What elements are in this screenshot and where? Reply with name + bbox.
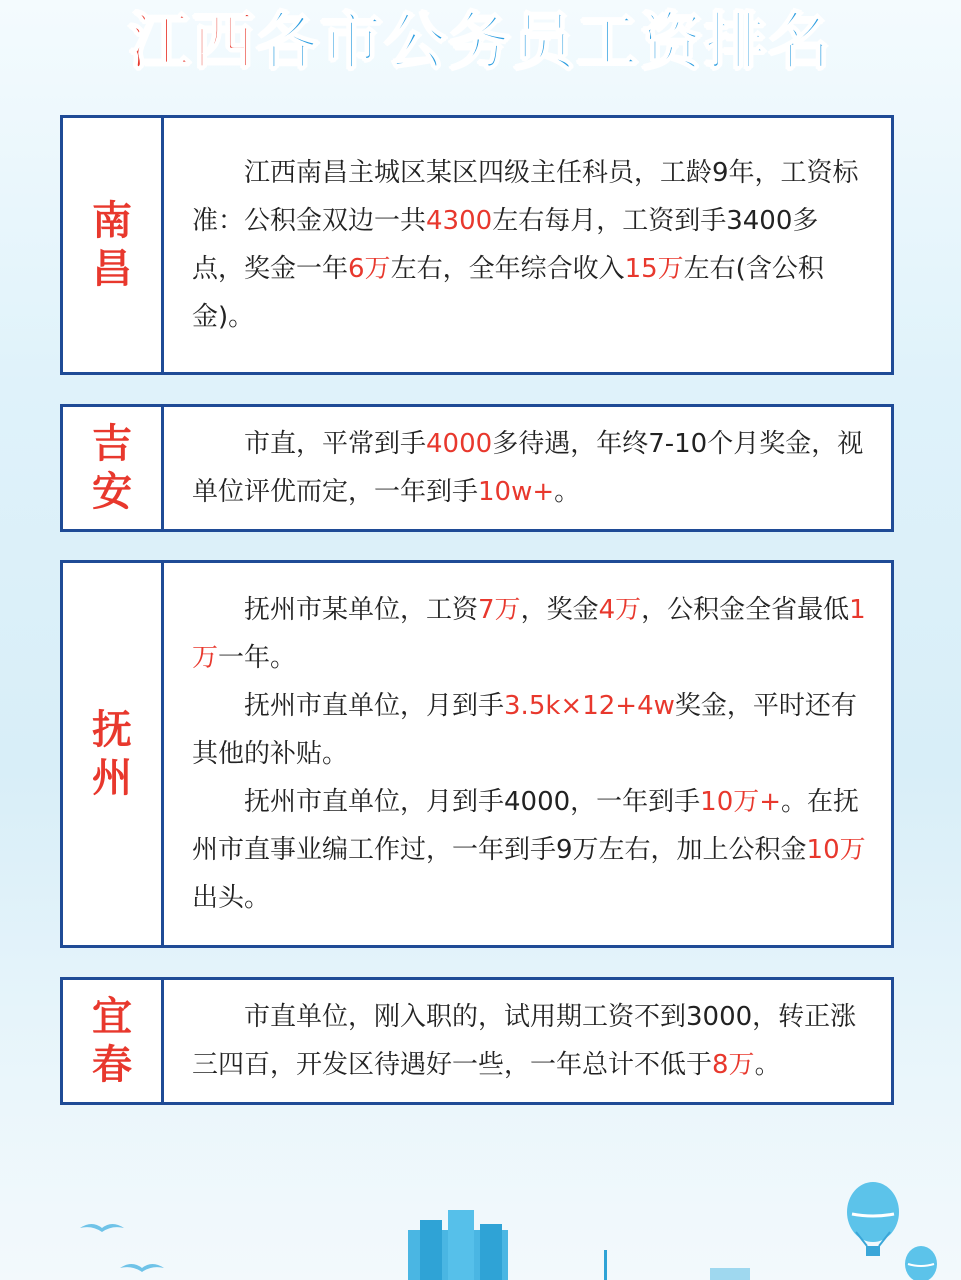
card-fuzhou xyxy=(60,560,894,948)
text-segment: 抚州市直单位，月到手 xyxy=(244,691,505,721)
skyline-decoration xyxy=(0,1180,961,1280)
highlight-value: 6万 xyxy=(348,254,391,284)
text-segment: 左右每月，工资到手3400多点，奖金一年 xyxy=(192,206,819,284)
text-segment: 江西南昌主城区某区四级主任科员，工龄9年，工资标准：公积金双边一共 xyxy=(192,158,859,236)
bird-icon xyxy=(80,1224,124,1232)
highlight-value: 8万 xyxy=(712,1050,755,1080)
card-paragraph xyxy=(192,149,869,341)
highlight-value: 7万 xyxy=(478,595,521,625)
city-label-box xyxy=(63,980,164,1102)
text-segment: 左右(含公积金)。 xyxy=(192,254,824,332)
highlight-value: 10万 xyxy=(806,835,866,865)
highlight-value: 4000 xyxy=(426,429,493,459)
highlight-value: 4万 xyxy=(598,595,642,625)
card-text xyxy=(164,980,891,1102)
hot-air-balloon-icon xyxy=(905,1246,937,1280)
text-segment: 。 xyxy=(554,477,581,507)
card-paragraph xyxy=(192,586,869,682)
text-segment: 抚州市直单位，月到手4000，一年到手 xyxy=(244,787,701,817)
card-paragraph xyxy=(192,778,869,922)
text-segment: 抚州市某单位，工资 xyxy=(244,595,479,625)
card-text xyxy=(164,118,891,372)
highlight-value: 15万 xyxy=(624,254,684,284)
text-segment: 奖金，平时还有其他的补贴。 xyxy=(192,691,857,769)
city-label-box xyxy=(63,118,164,372)
text-segment: 一年。 xyxy=(218,643,297,673)
text-segment: 。 xyxy=(754,1050,781,1080)
city-name: 抚州 xyxy=(92,706,132,801)
bird-icon xyxy=(120,1264,164,1272)
city-label-box xyxy=(63,407,164,529)
card-nanchang xyxy=(60,115,894,375)
highlight-value: 1万 xyxy=(192,595,866,673)
building-icon xyxy=(408,1210,750,1280)
card-yichun xyxy=(60,977,894,1105)
highlight-value: 3.5k×12+4w xyxy=(504,691,675,721)
card-paragraph xyxy=(192,420,869,516)
text-segment: 多待遇，年终7-10个月奖金，视单位评优而定，一年到手 xyxy=(192,429,864,507)
city-label-box xyxy=(63,563,164,945)
text-segment: ，公积金全省最低 xyxy=(641,595,850,625)
title-part-2: 各市公务员工资排名 xyxy=(256,5,833,78)
city-name: 宜春 xyxy=(92,993,132,1088)
text-segment: ，奖金 xyxy=(520,595,599,625)
page-title xyxy=(0,2,961,82)
text-segment: 市直单位，刚入职的，试用期工资不到3000，转正涨三四百，开发区待遇好一些，一年总计不低于 xyxy=(192,1002,857,1080)
highlight-value: 4300 xyxy=(426,206,493,236)
text-segment: 左右，全年综合收入 xyxy=(390,254,625,284)
card-paragraph xyxy=(192,993,869,1089)
city-name: 吉安 xyxy=(92,420,132,515)
city-name: 南昌 xyxy=(92,197,132,292)
card-text xyxy=(164,407,891,529)
text-segment: 。在抚州市直事业编工作过，一年到手9万左右，加上公积金 xyxy=(192,787,860,865)
highlight-value: 10w+ xyxy=(478,477,555,507)
title-part-1: 江西 xyxy=(128,5,257,78)
card-jian xyxy=(60,404,894,532)
card-text xyxy=(164,563,891,945)
highlight-value: 10万+ xyxy=(700,787,782,817)
text-segment: 出头。 xyxy=(192,883,271,913)
text-segment: 市直，平常到手 xyxy=(244,429,427,459)
hot-air-balloon-icon xyxy=(847,1182,899,1256)
card-paragraph xyxy=(192,682,869,778)
